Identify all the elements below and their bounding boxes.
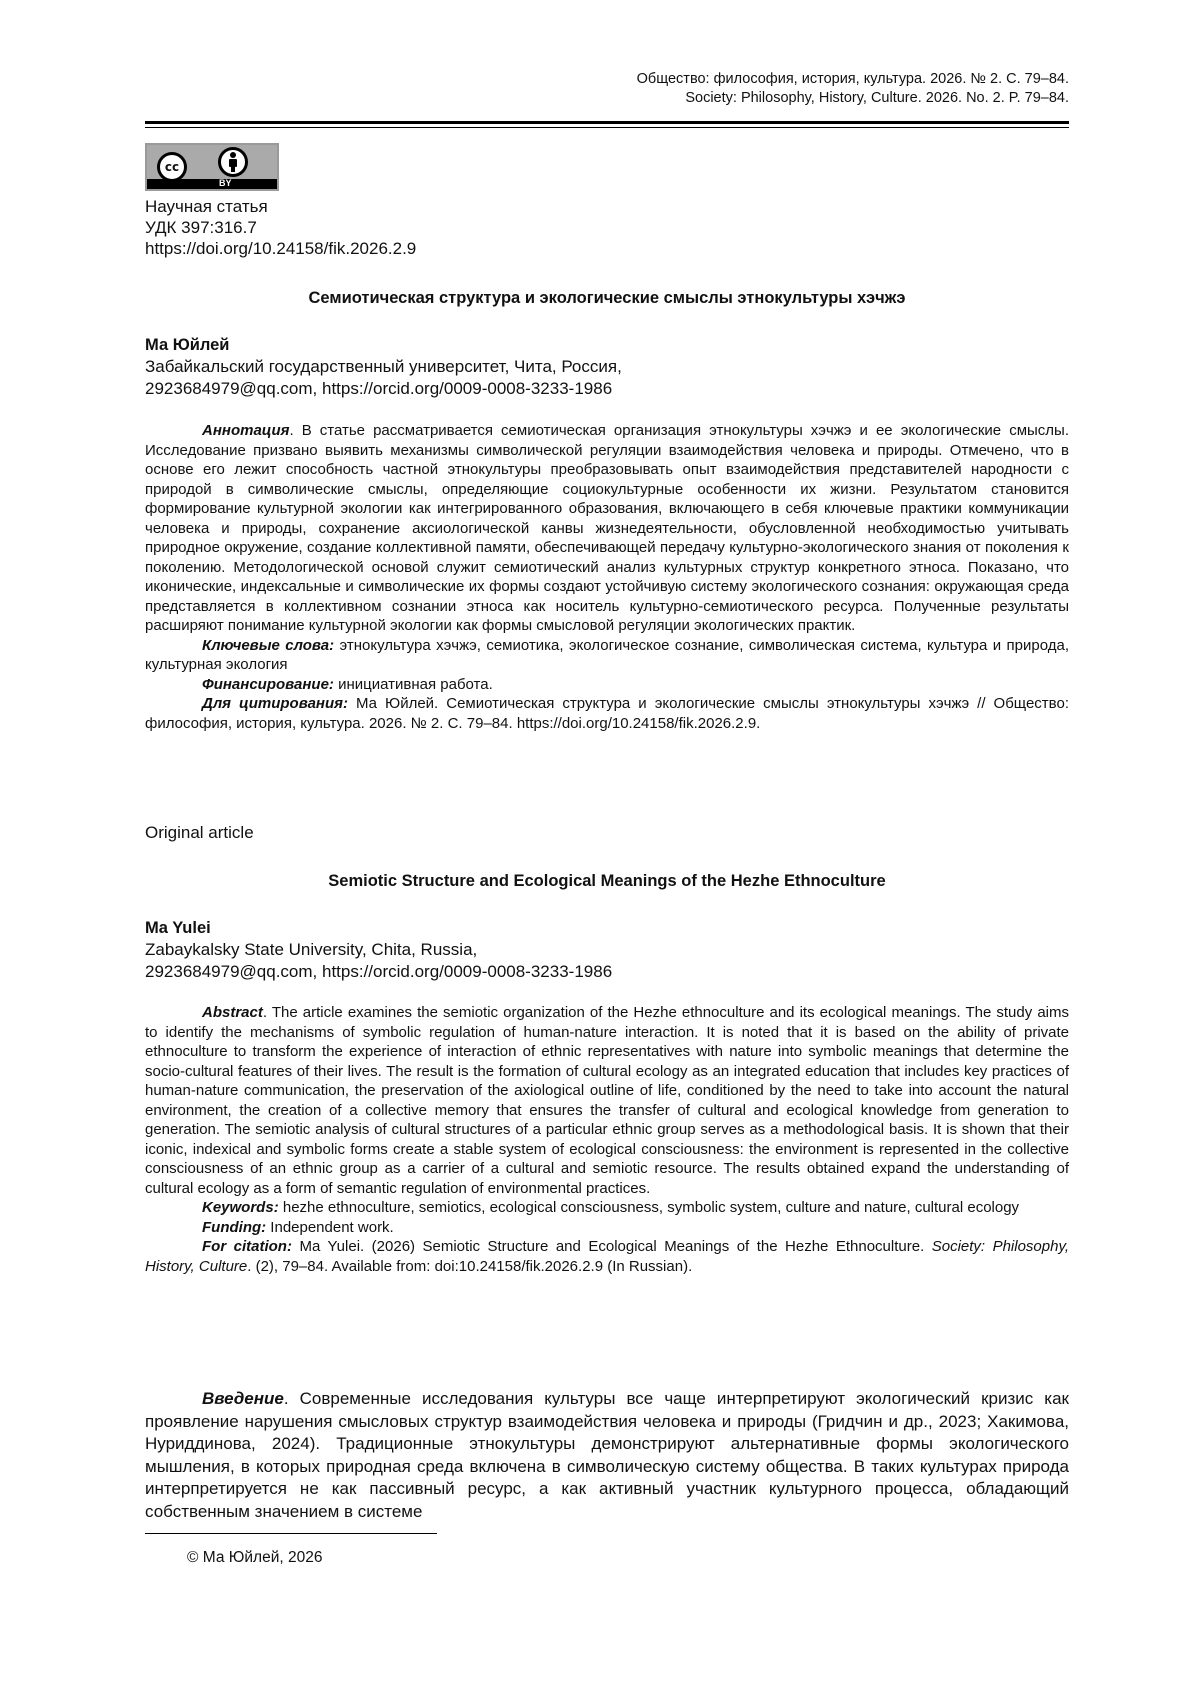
affiliation-ru: Забайкальский государственный университет, Чита, Россия,	[145, 357, 622, 376]
journal-header-ru: Общество: философия, история, культура. 2026. № 2. С. 79–84.	[636, 71, 1069, 87]
keywords-text-en: hezhe ethnoculture, semiotics, ecological consciousness, symbolic system, culture and nature, cultural ecology	[278, 1199, 1020, 1216]
attribution-icon	[218, 147, 248, 177]
funding-text-en: Independent work.	[266, 1218, 394, 1236]
copyright-footnote: © Ма Юйлей, 2026	[187, 1549, 323, 1566]
citation-label-en: For citation:	[202, 1238, 292, 1255]
header-rule-thin	[145, 127, 1069, 128]
abstract-text-en: . The article examines the semiotic organization of the Hezhe ethnoculture and its ecological meanings. The study aims to identify the mechanisms of symbolic regulation of human-nature interaction. It is noted that it is based on the ability of private ethnoculture to transform the experience of interaction of ethnic representatives with nature into symbolic meanings that determine the socio-cultural features of their lives. The result is the formation of cultural ecology as an integrated education that includes key practices of human-nature communication, the preservation of the axiological outline of life, conditioned by the need to take into account the natural environment, the creation of a collective memory that ensures the transfer of cultural and ecological knowledge from generation to generation. The semiotic analysis of cultural structures of a particular ethnic group serves as a methodological basis. It is shown that their iconic, indexical and symbolic forms create a stable system of ecological consciousness: the environment is represented in the collective consciousness of an ethnic group as a carrier of a cultural and semiotic resource. The results obtained expand the understanding of cultural ecology as a form of semantic regulation of environmental practices.	[145, 1004, 1069, 1197]
doi-link[interactable]: https://doi.org/10.24158/fik.2026.2.9	[145, 239, 417, 258]
keywords-ru	[145, 636, 1069, 675]
keywords-label-en: Keywords:	[202, 1199, 279, 1216]
citation-text-en: Ma Yulei. (2026) Semiotic Structure and Ecological Meanings of the Hezhe Ethnoculture.	[291, 1238, 932, 1255]
article-type-en: Original article	[145, 823, 254, 842]
citation-en	[145, 1237, 1069, 1276]
title-en: Semiotic Structure and Ecological Meanings of the Hezhe Ethnoculture	[328, 872, 886, 890]
abstract-en	[145, 1003, 1069, 1198]
cc-icon	[157, 152, 187, 182]
abstract-label-en: Abstract	[202, 1004, 263, 1021]
article-type: Научная статья	[145, 197, 268, 216]
abstract-block-ru	[145, 421, 1069, 733]
cc-by-label: BY	[219, 178, 232, 188]
citation-text-ru: Ма Юйлей. Семиотическая структура и экологические смыслы этнокультуры хэчжэ // Общество: философия, история, культура. 2026. № 2. С. 79–84. https://doi.org/10.24158/fik.2026.2.9.	[145, 695, 1069, 732]
intro-paragraph	[145, 1388, 1069, 1523]
funding-label-en: Funding:	[202, 1218, 267, 1236]
header-rule-thick	[145, 121, 1069, 124]
contacts-en: 2923684979@qq.com, https://orcid.org/0009-0008-3233-1986	[145, 962, 613, 981]
journal-header	[637, 70, 1069, 108]
intro-text: . Современные исследования культуры все чаще интерпретируют экологический кризис как проявление нарушения смысловых структур взаимодействия человека и природы (Гридчин и др., 2023; Хакимова, Нуриддинова, 2024). Традиционные этнокультуры демонстрируют альтернативные формы экологического мышления, в которых природная среда включена в символическую систему общества. В таких культурах природа интерпретируется не как пассивный ресурс, а как активный участник культурного процесса, обладающий собственным значением в системе	[145, 1389, 1069, 1521]
funding-ru	[145, 675, 1069, 695]
citation-ru	[145, 694, 1069, 733]
footnote-rule	[145, 1533, 437, 1534]
cc-by-license-icon	[145, 143, 279, 191]
keywords-label-ru: Ключевые слова:	[202, 636, 335, 654]
abstract-label-ru: Аннотация	[202, 422, 290, 439]
author-block-ru	[145, 334, 622, 400]
abstract-text-ru: . В статье рассматривается семиотическая организация этнокультуры хэчжэ и ее экологические смыслы. Исследование призвано выявить механизмы символической регуляции взаимодействия человека и природы. Отмечено, что в основе его лежит способность частной этнокультуры преобразовывать опыт взаимодействия представителей народности с природой в символические смыслы, определяющие социокультурные особенности их жизни. Результатом становится формирование культурной экологии как интегрированного образования, включающего в себя ключевые практики коммуникации человека и природы, сохранение аксиологической канвы жизнедеятельности, обусловленной необходимостью учитывать природное окружение, создание коллективной памяти, обеспечивающей передачу культурно-экологического знания от поколения к поколению. Методологической основой служит семиотический анализ культурных структур конкретного этноса. Показано, что иконические, индексальные и символические их формы создают устойчивую систему экологического сознания: окружающая среда представляется в коллективном сознании этноса как носитель культурно-семиотического ресурса. Полученные результаты расширяют понимание культурной экологии как формы смысловой регуляции экологических практик.	[145, 422, 1069, 634]
udk: УДК 397:316.7	[145, 218, 257, 237]
article-meta	[145, 196, 416, 259]
title-ru: Семиотическая структура и экологические смыслы этнокультуры хэчжэ	[308, 289, 906, 307]
keywords-en	[145, 1198, 1069, 1218]
affiliation-en: Zabaykalsky State University, Chita, Russia,	[145, 940, 478, 959]
journal-header-en: Society: Philosophy, History, Culture. 2026. No. 2. P. 79–84.	[685, 90, 1069, 106]
funding-en	[145, 1218, 1069, 1238]
abstract-block-en	[145, 1003, 1069, 1276]
intro-label: Введение	[202, 1389, 284, 1408]
citation-label-ru: Для цитирования:	[202, 695, 348, 712]
citation-journal-en: Society: Philosophy, History, Culture	[145, 1238, 1070, 1275]
introduction	[145, 1388, 1069, 1523]
citation-tail-en: . (2), 79–84. Available from: doi:10.24158/fik.2026.2.9 (In Russian).	[247, 1257, 693, 1275]
keywords-text-ru: этнокультура хэчжэ, семиотика, экологическое сознание, символическая система, культура и природа, культурная экология	[145, 636, 1069, 673]
author-block-en	[145, 917, 612, 983]
funding-text-ru: инициативная работа.	[333, 675, 493, 693]
author-name-en: Ma Yulei	[145, 919, 211, 937]
funding-label-ru: Финансирование:	[202, 675, 334, 693]
author-name-ru: Ма Юйлей	[145, 336, 230, 354]
person-icon	[224, 151, 242, 173]
cc-text: cc	[164, 160, 180, 174]
abstract-ru	[145, 421, 1069, 636]
contacts-ru: 2923684979@qq.com, https://orcid.org/0009-0008-3233-1986	[145, 379, 613, 398]
